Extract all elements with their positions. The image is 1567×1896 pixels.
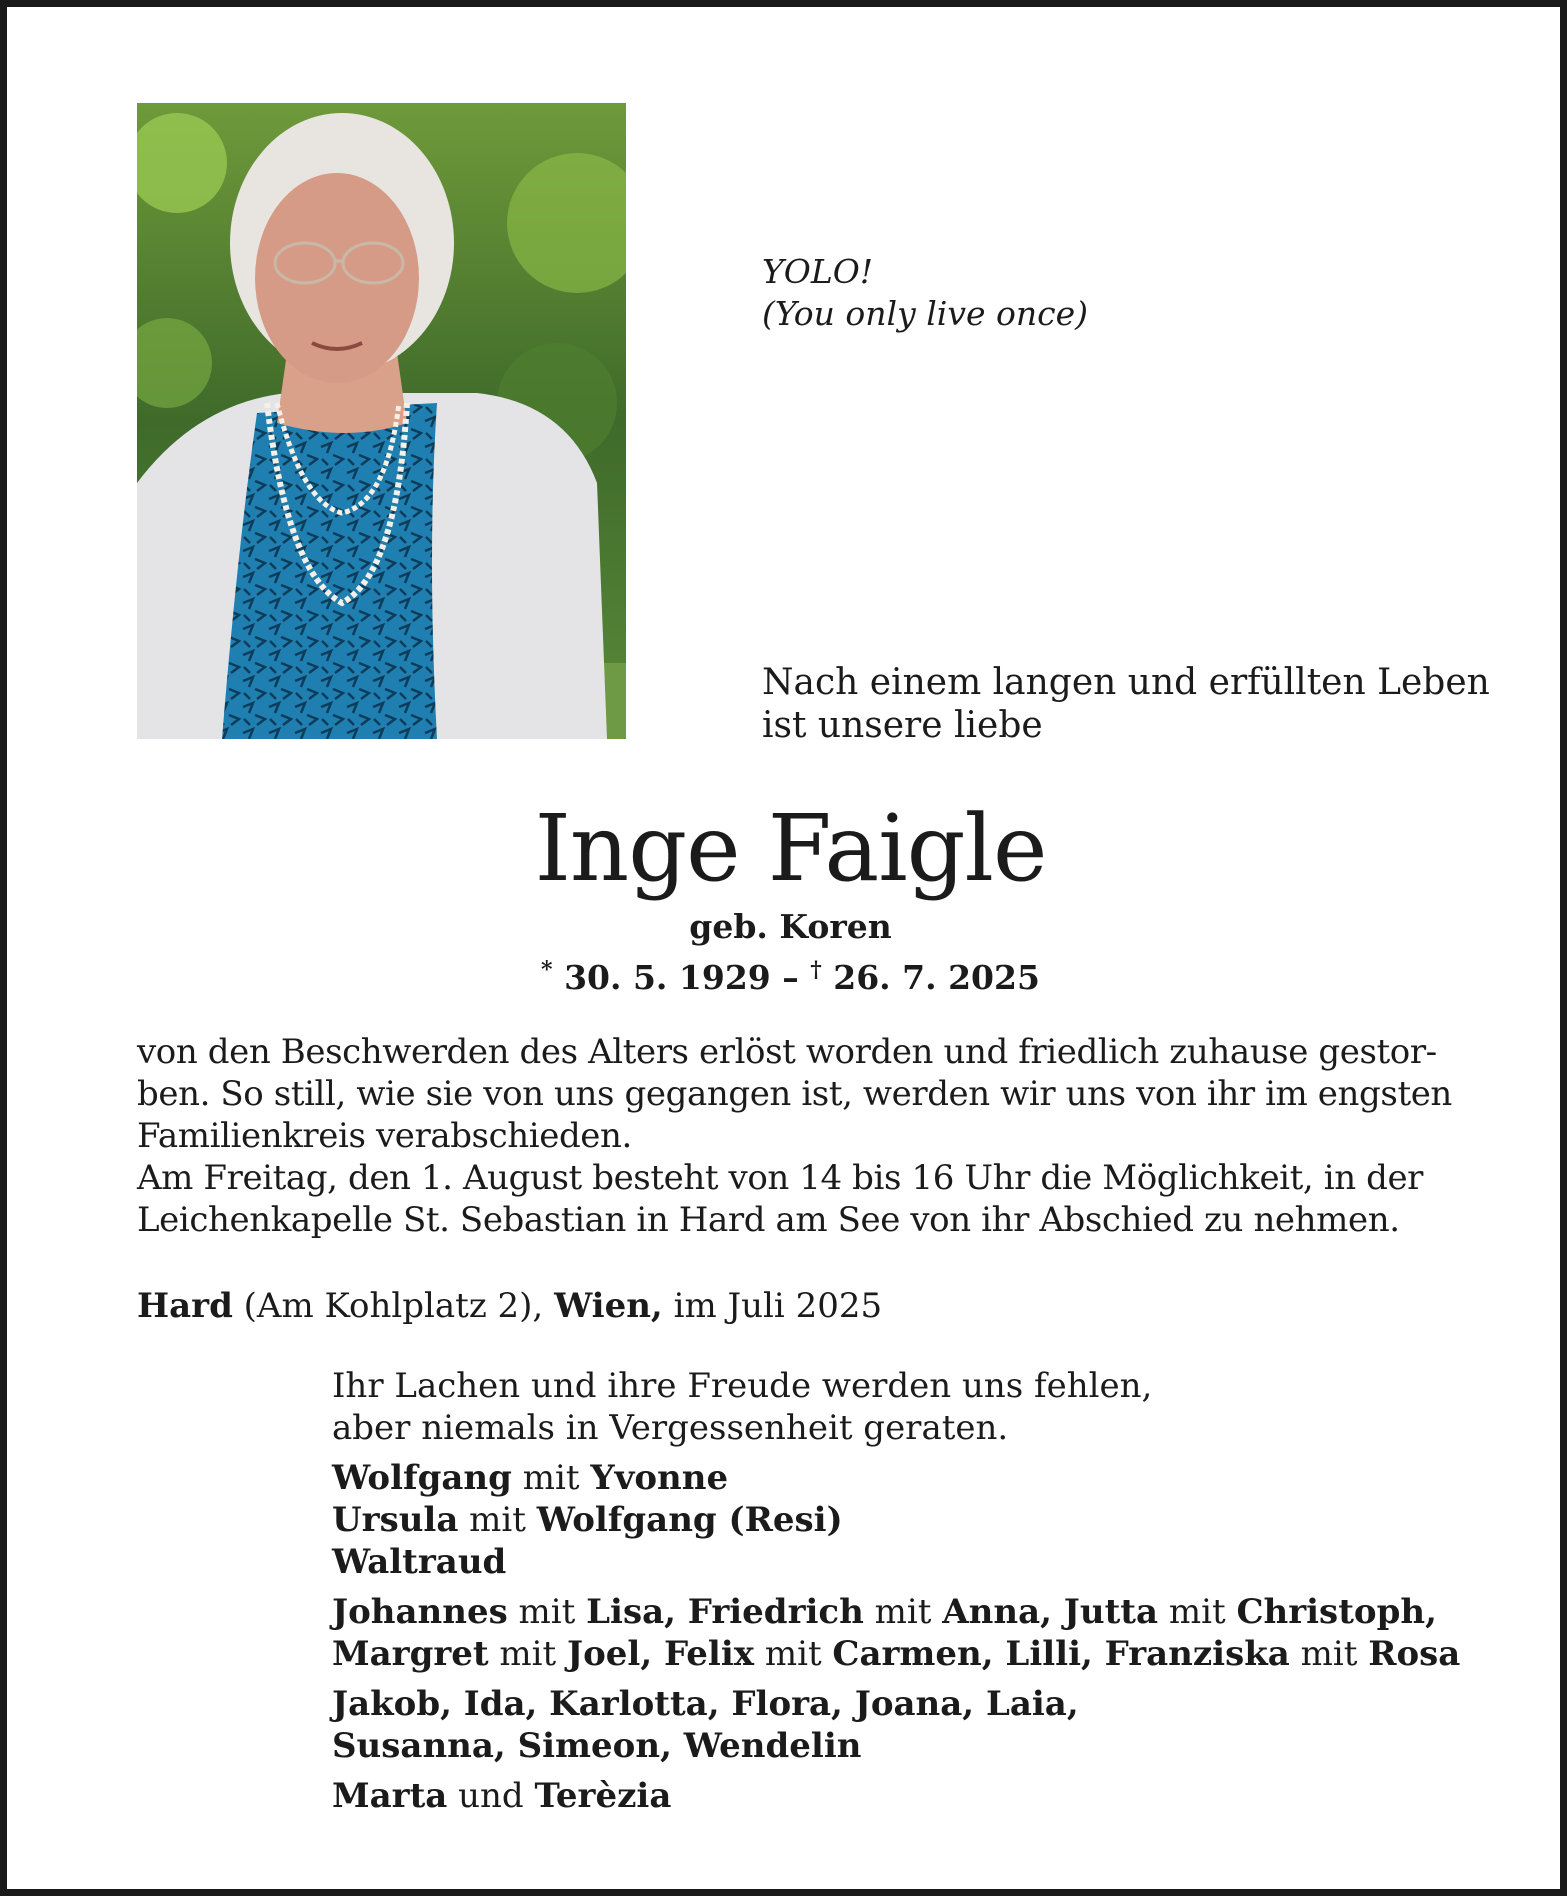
body-line: von den Beschwerden des Alters erlöst worden und friedlich zuhause gestor-: [137, 1032, 1437, 1072]
deceased-name: Inge Faigle: [534, 795, 1047, 902]
relative-name: Marta: [332, 1776, 448, 1816]
great-grandchildren-names: Jakob, Ida, Karlotta, Flora, Joana, Laia,: [332, 1684, 1079, 1724]
death-date: 26. 7. 2025: [833, 958, 1040, 997]
grandchild-name: Johannes: [332, 1592, 508, 1632]
last-group: [332, 1775, 1460, 1817]
grandchild-name: Joel, Felix: [567, 1634, 755, 1674]
life-dates: [7, 947, 1567, 1001]
great-grandchildren-line: [332, 1725, 1460, 1767]
place-city-2: Wien,: [554, 1286, 663, 1326]
birth-mark: *: [541, 957, 553, 983]
grandchildren-line: [332, 1591, 1460, 1633]
motto-line-2: (You only live once): [762, 294, 1088, 333]
death-mark: †: [810, 957, 822, 983]
children-group: [332, 1457, 1460, 1583]
connector: mit: [754, 1634, 833, 1674]
last-line: [332, 1775, 1460, 1817]
birth-date: 30. 5. 1929: [564, 958, 771, 997]
place-and-date: [137, 1285, 882, 1327]
family-quote-line: aber niemals in Vergessenheit geraten.: [332, 1408, 1009, 1448]
family-signatures: [332, 1365, 1460, 1825]
connector: mit: [458, 1500, 537, 1540]
connector: mit: [511, 1458, 591, 1498]
place-date: im Juli 2025: [662, 1286, 883, 1326]
child-line: [332, 1499, 1460, 1541]
connector: mit: [863, 1592, 943, 1632]
partner-name: Yvonne: [590, 1458, 729, 1498]
relative-name: Terèzia: [534, 1776, 672, 1816]
portrait-photo: [137, 103, 626, 739]
date-dash: –: [770, 958, 811, 997]
grandchild-name: Christoph,: [1236, 1592, 1437, 1632]
motto: [762, 251, 1088, 335]
child-name: Ursula: [332, 1500, 459, 1540]
grandchild-name: Rosa: [1368, 1634, 1461, 1674]
partner-name: Wolfgang (Resi): [536, 1500, 843, 1540]
child-line: [332, 1541, 1460, 1583]
place-address: (Am Kohlplatz 2),: [232, 1286, 555, 1326]
child-line: [332, 1457, 1460, 1499]
great-grandchildren-group: [332, 1683, 1460, 1767]
great-grandchildren-line: [332, 1683, 1460, 1725]
intro-line-1: Nach einem langen und erfüllten Leben: [762, 662, 1490, 703]
intro-line-2: ist unsere liebe: [762, 705, 1043, 746]
connector: mit: [1289, 1634, 1369, 1674]
body-line: ben. So still, wie sie von uns gegangen ist, werden wir uns von ihr im engsten: [137, 1074, 1452, 1114]
grandchild-name: Carmen, Lilli, Franziska: [832, 1634, 1290, 1674]
connector: mit: [1158, 1592, 1237, 1632]
connector: und: [447, 1776, 535, 1816]
connector: mit: [488, 1634, 568, 1674]
family-quote-line: Ihr Lachen und ihre Freude werden uns fehlen,: [332, 1366, 1153, 1406]
grandchildren-group: [332, 1591, 1460, 1675]
grandchildren-line: [332, 1633, 1460, 1675]
announcement-body: [137, 1031, 1452, 1241]
body-line: Am Freitag, den 1. August besteht von 14 bis 16 Uhr die Möglichkeit, in der: [137, 1158, 1424, 1198]
connector: mit: [507, 1592, 587, 1632]
motto-line-1: YOLO!: [762, 252, 874, 291]
grandchild-name: Margret: [332, 1634, 489, 1674]
intro-text: [762, 661, 1490, 747]
child-name: Wolfgang: [332, 1458, 512, 1498]
body-line: Familienkreis verabschieden.: [137, 1116, 632, 1156]
maiden-name: geb. Koren: [689, 907, 892, 946]
place-city-1: Hard: [137, 1286, 233, 1326]
great-grandchildren-names: Susanna, Simeon, Wendelin: [332, 1726, 862, 1766]
grandchild-name: Anna, Jutta: [942, 1592, 1159, 1632]
grandchild-name: Lisa, Friedrich: [586, 1592, 864, 1632]
body-line: Leichenkapelle St. Sebastian in Hard am See von ihr Abschied zu nehmen.: [137, 1200, 1400, 1240]
family-quote: [332, 1365, 1460, 1449]
child-name: Waltraud: [332, 1542, 507, 1582]
